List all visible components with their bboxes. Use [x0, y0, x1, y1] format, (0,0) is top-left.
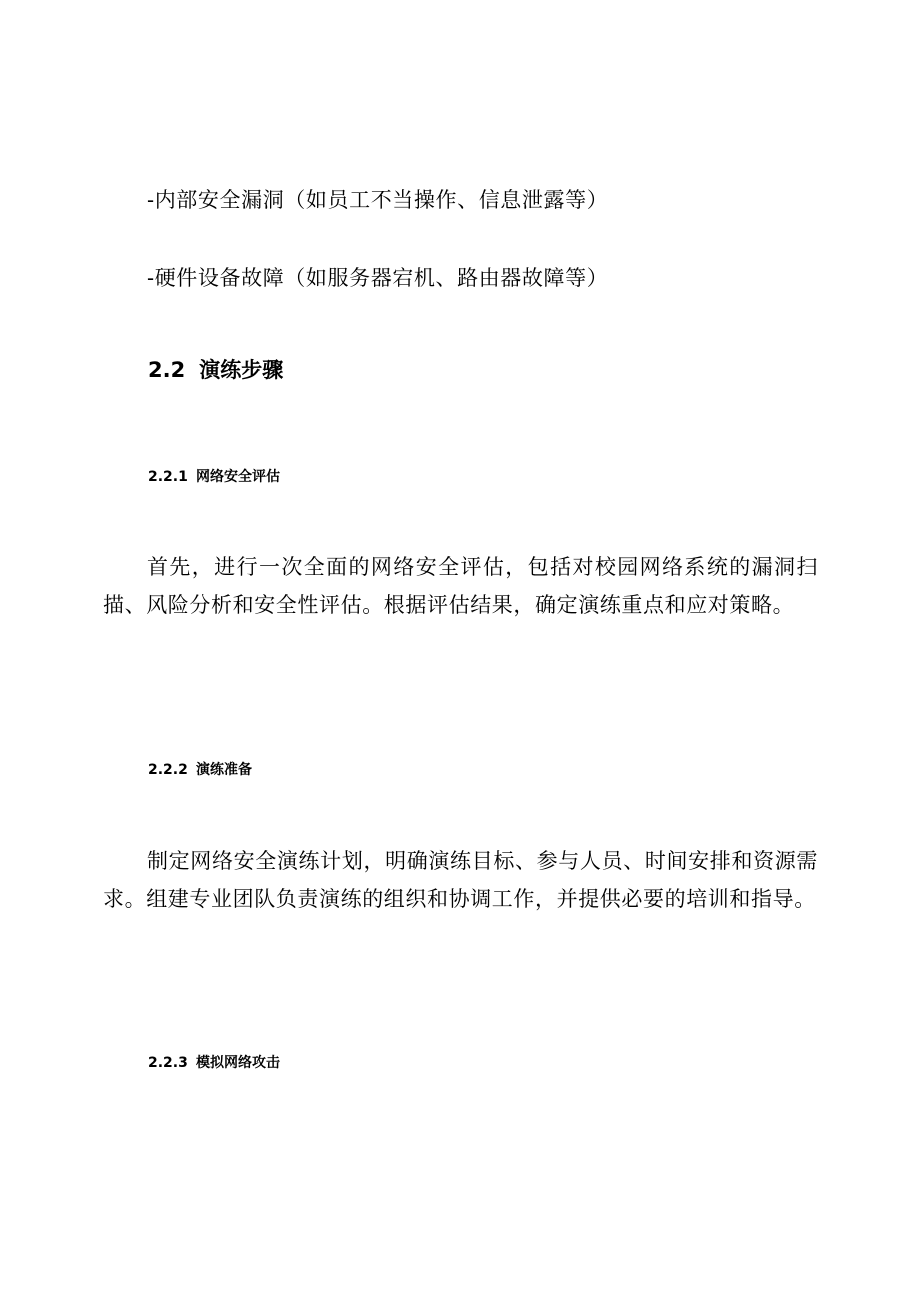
subsection-heading-network-assessment — [148, 467, 280, 487]
section-heading — [148, 356, 283, 384]
subsection-number: 2.2.3 — [148, 1055, 188, 1071]
bullet-internal-vulnerability: -内部安全漏洞（如员工不当操作、信息泄露等） — [147, 188, 609, 212]
bullet-hardware-failure: -硬件设备故障（如服务器宕机、路由器故障等） — [147, 266, 609, 290]
subsection-heading-simulated-attack — [148, 1053, 280, 1073]
paragraph-network-assessment: 首先，进行一次全面的网络安全评估，包括对校园网络系统的漏洞扫描、风险分析和安全性评估。根据评估结果，确定演练重点和应对策略。 — [103, 555, 818, 617]
subsection-heading-drill-preparation — [148, 760, 252, 780]
subsection-number: 2.2.1 — [148, 469, 188, 485]
subsection-title: 模拟网络攻击 — [196, 1055, 280, 1071]
section-title: 演练步骤 — [199, 358, 284, 382]
section-number: 2.2 — [148, 358, 186, 382]
paragraph-drill-preparation: 制定网络安全演练计划，明确演练目标、参与人员、时间安排和资源需求。组建专业团队负责演练的组织和协调工作，并提供必要的培训和指导。 — [103, 849, 818, 911]
subsection-title: 演练准备 — [196, 762, 252, 778]
subsection-number: 2.2.2 — [148, 762, 188, 778]
subsection-title: 网络安全评估 — [196, 469, 280, 485]
